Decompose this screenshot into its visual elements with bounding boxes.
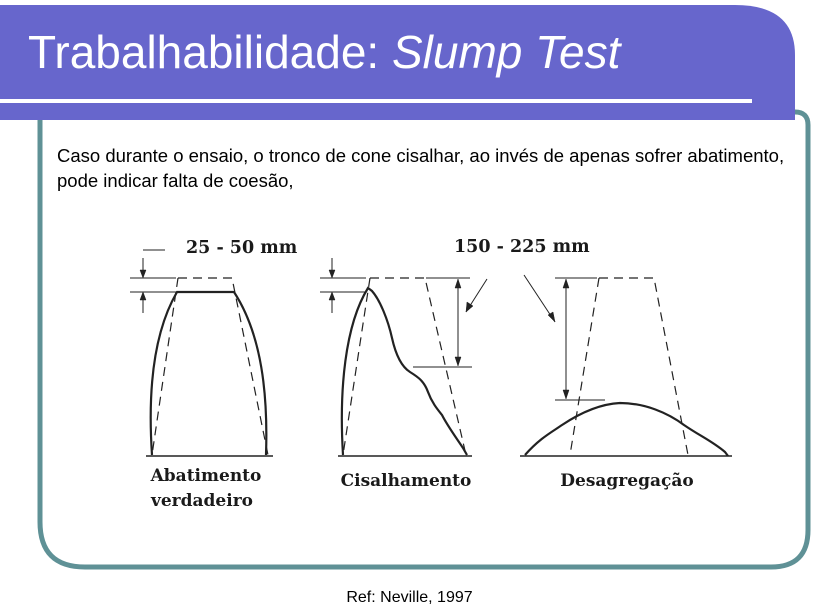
true-slump-profile bbox=[151, 292, 267, 455]
collapse-slump-figure bbox=[520, 275, 732, 456]
dim-label-shear-collapse: 150 - 225 mm bbox=[454, 237, 590, 257]
label-true-slump-line1: Abatimento bbox=[150, 466, 262, 486]
reference-text: Ref: Neville, 1997 bbox=[346, 589, 473, 606]
title-main: Trabalhabilidade: bbox=[28, 26, 392, 78]
true-slump-figure bbox=[130, 250, 273, 456]
label-collapse: Desagregação bbox=[560, 471, 694, 491]
label-true-slump-line2: verdadeiro bbox=[150, 491, 254, 511]
label-shear: Cisalhamento bbox=[340, 471, 472, 491]
shear-slump-profile bbox=[342, 288, 467, 455]
dim-label-true-slump: 25 - 50 mm bbox=[186, 238, 298, 258]
shear-slump-figure bbox=[320, 258, 487, 456]
body-text: Caso durante o ensaio, o tronco de cone cisalhar, ao invés de apenas sofrer abatimento, pode indicar falta de coesão, bbox=[57, 145, 785, 191]
collapse-slump-profile bbox=[525, 403, 728, 456]
title-italic: Slump Test bbox=[391, 26, 621, 78]
collapse-slump-cone-outline bbox=[570, 278, 688, 455]
